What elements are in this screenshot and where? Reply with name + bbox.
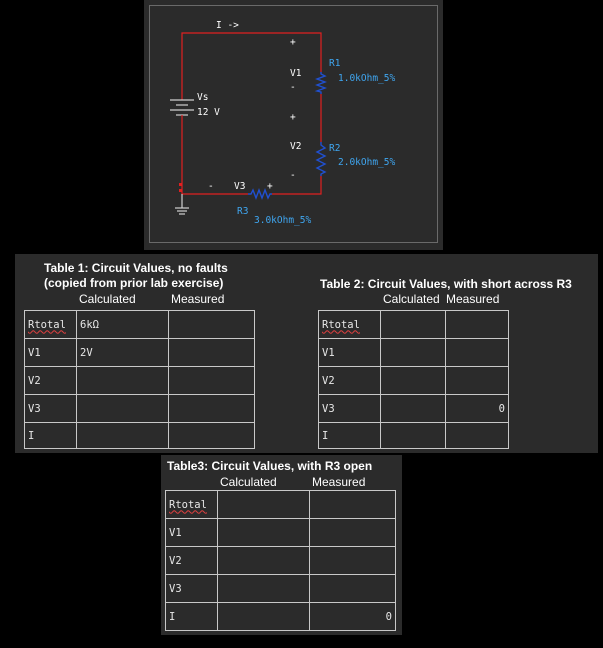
v3-plus: + bbox=[267, 181, 273, 192]
table3-panel bbox=[161, 455, 402, 635]
table1-cell-measured[interactable] bbox=[169, 395, 255, 423]
r3-name: R3 bbox=[237, 206, 249, 217]
table2-cell-calculated[interactable] bbox=[381, 311, 446, 339]
table1-cell-calculated[interactable] bbox=[77, 423, 169, 449]
table2-cell-calculated[interactable] bbox=[381, 339, 446, 367]
table3-cell-measured[interactable] bbox=[310, 491, 396, 519]
table2-col-measured: Measured bbox=[446, 292, 500, 306]
table-row bbox=[166, 575, 396, 603]
r2-resistor-icon bbox=[317, 142, 325, 176]
junction-dot bbox=[179, 189, 182, 192]
table2-cell-measured[interactable]: 0 bbox=[446, 395, 509, 423]
table-row bbox=[319, 311, 509, 339]
table-row bbox=[25, 339, 255, 367]
table3-cell-label: Rtotal bbox=[166, 491, 218, 519]
table-row bbox=[25, 311, 255, 339]
table1 bbox=[24, 310, 255, 449]
table-row bbox=[166, 603, 396, 631]
table3-cell-calculated[interactable] bbox=[218, 575, 310, 603]
battery-icon bbox=[170, 100, 194, 125]
table-row bbox=[25, 423, 255, 449]
table1-cell-measured[interactable] bbox=[169, 311, 255, 339]
table1-cell-calculated[interactable]: 6kΩ bbox=[77, 311, 169, 339]
table2-cell-measured[interactable] bbox=[446, 367, 509, 395]
table1-cell-measured[interactable] bbox=[169, 367, 255, 395]
table3-col-calculated: Calculated bbox=[220, 475, 277, 489]
table-row bbox=[166, 519, 396, 547]
table2-cell-measured[interactable] bbox=[446, 423, 509, 449]
table-row bbox=[319, 339, 509, 367]
table-row bbox=[166, 491, 396, 519]
r1-value: 1.0kOhm_5% bbox=[338, 73, 396, 84]
table2 bbox=[318, 310, 509, 449]
table2-col-calculated: Calculated bbox=[383, 292, 440, 306]
ground-icon bbox=[175, 194, 189, 214]
table1-cell-calculated[interactable] bbox=[77, 395, 169, 423]
r1-name: R1 bbox=[329, 58, 341, 69]
table3-col-measured: Measured bbox=[312, 475, 366, 489]
v1-label: V1 bbox=[290, 68, 302, 79]
table-row bbox=[319, 423, 509, 449]
table1-col-measured: Measured bbox=[171, 292, 225, 306]
r2-value: 2.0kOhm_5% bbox=[338, 157, 396, 168]
table1-cell-calculated[interactable]: 2V bbox=[77, 339, 169, 367]
v3-label: V3 bbox=[234, 181, 246, 192]
table3-cell-label: I bbox=[166, 603, 218, 631]
r1-resistor-icon bbox=[317, 72, 325, 94]
table2-cell-label: I bbox=[319, 423, 381, 449]
v1-minus: - bbox=[290, 82, 296, 93]
v3-minus: - bbox=[208, 181, 214, 192]
table3-cell-label: V3 bbox=[166, 575, 218, 603]
table3 bbox=[165, 490, 396, 631]
circuit-panel bbox=[144, 0, 443, 250]
table-row bbox=[25, 395, 255, 423]
table3-cell-measured[interactable] bbox=[310, 519, 396, 547]
table2-cell-label: V3 bbox=[319, 395, 381, 423]
current-label: I -> bbox=[216, 20, 239, 31]
table2-cell-calculated[interactable] bbox=[381, 367, 446, 395]
v2-plus: + bbox=[290, 112, 296, 123]
wire-r2-r3 bbox=[272, 176, 321, 194]
table1-cell-measured[interactable] bbox=[169, 423, 255, 449]
table-row bbox=[319, 395, 509, 423]
v1-plus: + bbox=[290, 37, 296, 48]
table1-cell-label: V2 bbox=[25, 367, 77, 395]
table3-cell-measured[interactable] bbox=[310, 575, 396, 603]
table1-cell-label: V1 bbox=[25, 339, 77, 367]
table2-cell-label: V1 bbox=[319, 339, 381, 367]
table3-cell-measured[interactable] bbox=[310, 547, 396, 575]
r2-name: R2 bbox=[329, 143, 341, 154]
table1-title-line2: (copied from prior lab exercise) bbox=[44, 276, 224, 290]
table-row bbox=[166, 547, 396, 575]
table2-cell-measured[interactable] bbox=[446, 311, 509, 339]
table3-title: Table3: Circuit Values, with R3 open bbox=[167, 459, 373, 473]
table-row bbox=[319, 367, 509, 395]
v2-minus: - bbox=[290, 170, 296, 181]
table3-cell-label: V2 bbox=[166, 547, 218, 575]
table2-cell-label: Rtotal bbox=[319, 311, 381, 339]
junction-dot bbox=[179, 183, 182, 186]
table2-cell-calculated[interactable] bbox=[381, 395, 446, 423]
vs-label: Vs bbox=[197, 92, 209, 103]
table2-title: Table 2: Circuit Values, with short across R3 bbox=[320, 277, 572, 291]
table1-title-line1: Table 1: Circuit Values, no faults bbox=[44, 261, 228, 275]
table3-cell-calculated[interactable] bbox=[218, 491, 310, 519]
v2-label: V2 bbox=[290, 141, 302, 152]
table1-cell-measured[interactable] bbox=[169, 339, 255, 367]
table1-cell-label: I bbox=[25, 423, 77, 449]
table3-cell-label: V1 bbox=[166, 519, 218, 547]
vs-value: 12 V bbox=[197, 107, 220, 118]
table-row bbox=[25, 367, 255, 395]
tables-band bbox=[15, 254, 598, 453]
table3-cell-measured[interactable]: 0 bbox=[310, 603, 396, 631]
table1-cell-label: V3 bbox=[25, 395, 77, 423]
table1-col-calculated: Calculated bbox=[79, 292, 136, 306]
table2-cell-measured[interactable] bbox=[446, 339, 509, 367]
r3-value: 3.0kOhm_5% bbox=[254, 215, 312, 226]
table3-cell-calculated[interactable] bbox=[218, 603, 310, 631]
table3-cell-calculated[interactable] bbox=[218, 519, 310, 547]
table1-cell-calculated[interactable] bbox=[77, 367, 169, 395]
table2-cell-label: V2 bbox=[319, 367, 381, 395]
table3-cell-calculated[interactable] bbox=[218, 547, 310, 575]
table1-cell-label: Rtotal bbox=[25, 311, 77, 339]
wire-top bbox=[182, 33, 321, 100]
table2-cell-calculated[interactable] bbox=[381, 423, 446, 449]
